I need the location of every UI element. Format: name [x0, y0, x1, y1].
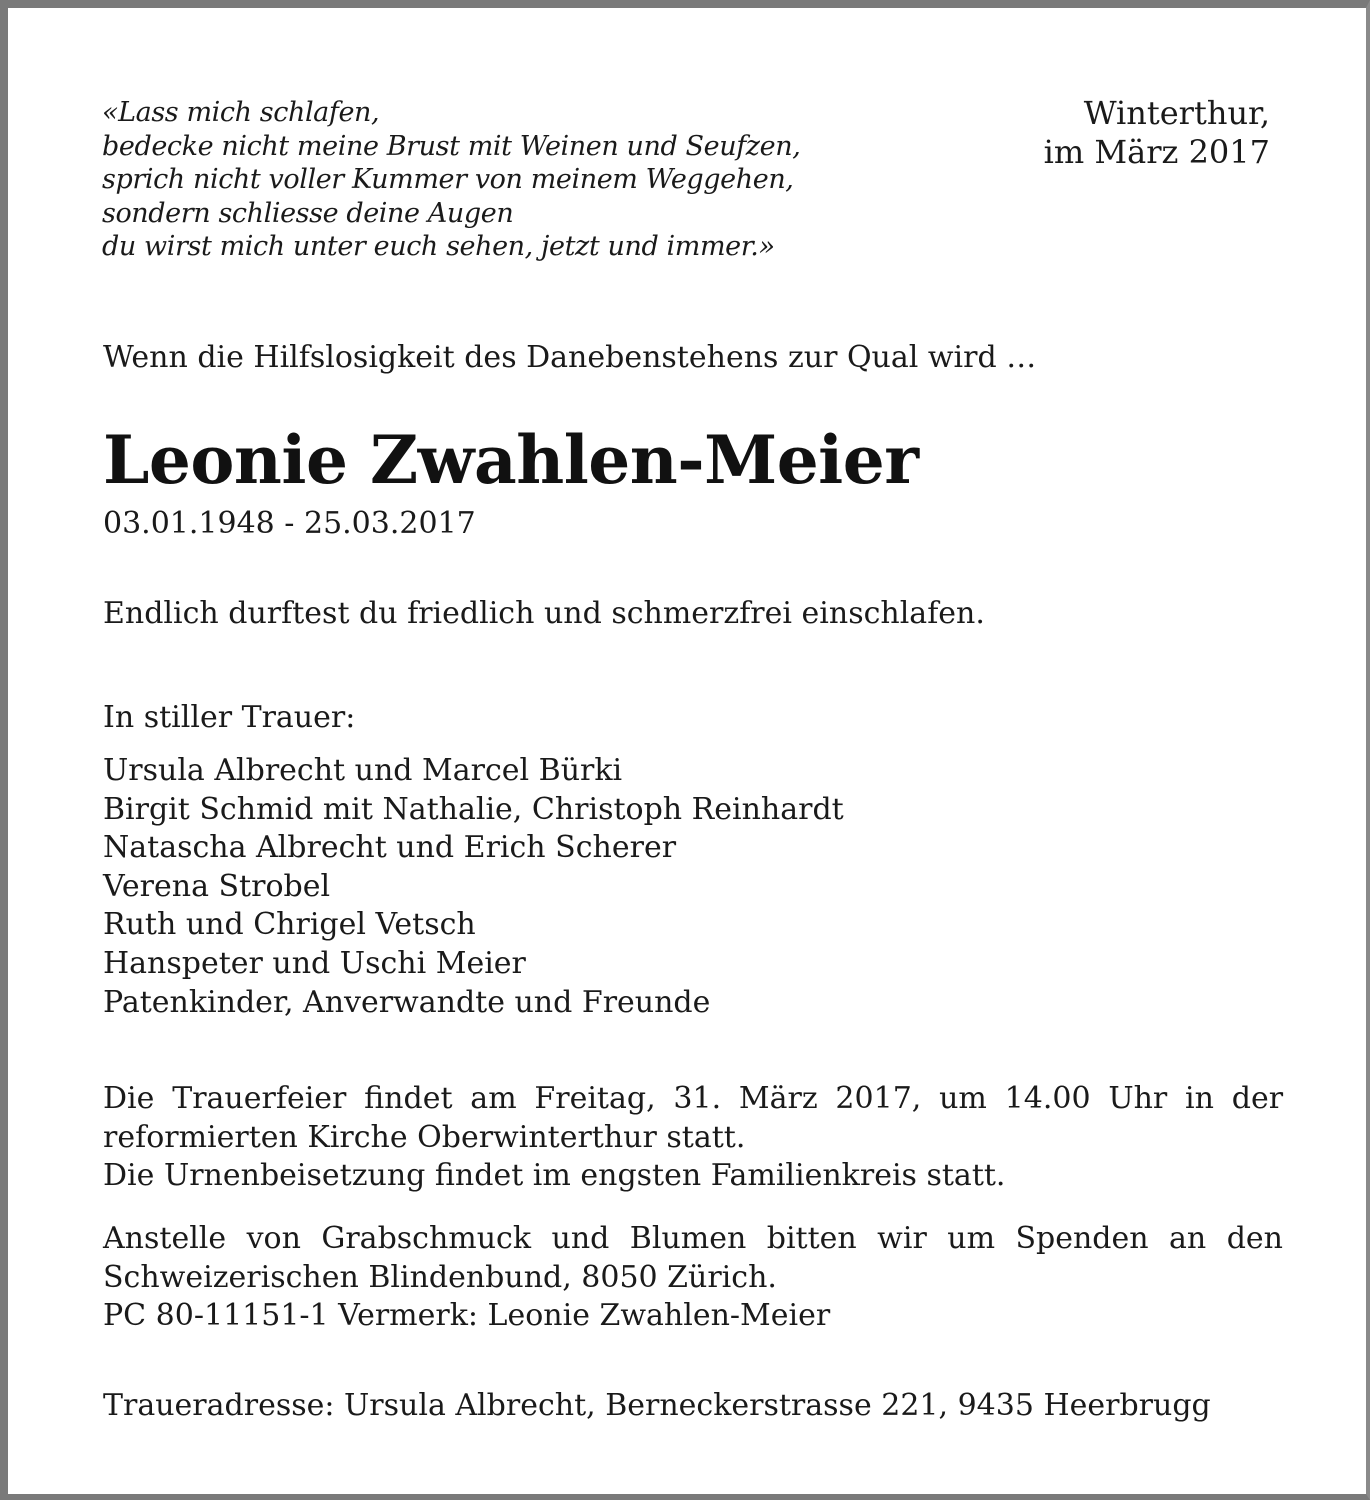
mourner-entry: Ruth und Chrigel Vetsch [103, 907, 476, 943]
donation-line: Anstelle von Grabschmuck und Blumen bitten wir um Spenden an den [103, 1221, 1283, 1256]
poem-quote [102, 96, 800, 264]
place-and-date [1044, 94, 1270, 172]
ceremony-line: reformierten Kirche Oberwinterthur statt. [103, 1119, 746, 1155]
ceremony-paragraph [103, 1080, 1283, 1196]
donation-line: Schweizerischen Blindenbund, 8050 Zürich. [103, 1259, 777, 1295]
ceremony-line: Die Trauerfeier findet am Freitag, 31. März 2017, um 14.00 Uhr in der [103, 1081, 1284, 1116]
place: Winterthur, [1083, 94, 1270, 132]
quote-line: sondern schliesse deine Augen [102, 197, 514, 229]
quote-line: bedecke nicht meine Brust mit Weinen und Seufzen, [102, 130, 801, 162]
deceased-name: Leonie Zwahlen-Meier [103, 421, 919, 499]
quote-line: «Lass mich schlafen, [102, 97, 380, 128]
quote-line: du wirst mich unter euch sehen, jetzt und immer.» [102, 231, 775, 263]
mourning-label: In stiller Trauer: [103, 700, 356, 735]
mourners-list [103, 752, 844, 1022]
mourner-entry: Natascha Albrecht und Erich Scherer [103, 830, 677, 866]
donation-line: PC 80-11151-1 Vermerk: Leonie Zwahlen-Meier [103, 1298, 831, 1333]
mourner-entry: Patenkinder, Anverwandte und Freunde [103, 984, 711, 1020]
ceremony-line: Die Urnenbeisetzung findet im engsten Familienkreis statt. [103, 1158, 1006, 1193]
mourning-address: Traueradresse: Ursula Albrecht, Berneckerstrasse 221, 9435 Heerbrugg [103, 1388, 1211, 1423]
farewell-sentence: Endlich durftest du friedlich und schmerzfrei einschlafen. [103, 596, 985, 631]
donation-paragraph [103, 1220, 1283, 1336]
life-dates: 03.01.1948 - 25.03.2017 [103, 506, 476, 541]
mourner-entry: Birgit Schmid mit Nathalie, Christoph Reinhardt [103, 791, 844, 827]
quote-line: sprich nicht voller Kummer von meinem Weggehen, [102, 164, 794, 196]
intro-line: Wenn die Hilfslosigkeit des Danebenstehens zur Qual wird … [103, 340, 1037, 375]
mourner-entry: Verena Strobel [103, 868, 331, 904]
date: im März 2017 [1043, 133, 1270, 171]
mourner-entry: Hanspeter und Uschi Meier [103, 945, 526, 981]
mourner-entry: Ursula Albrecht und Marcel Bürki [103, 753, 623, 788]
